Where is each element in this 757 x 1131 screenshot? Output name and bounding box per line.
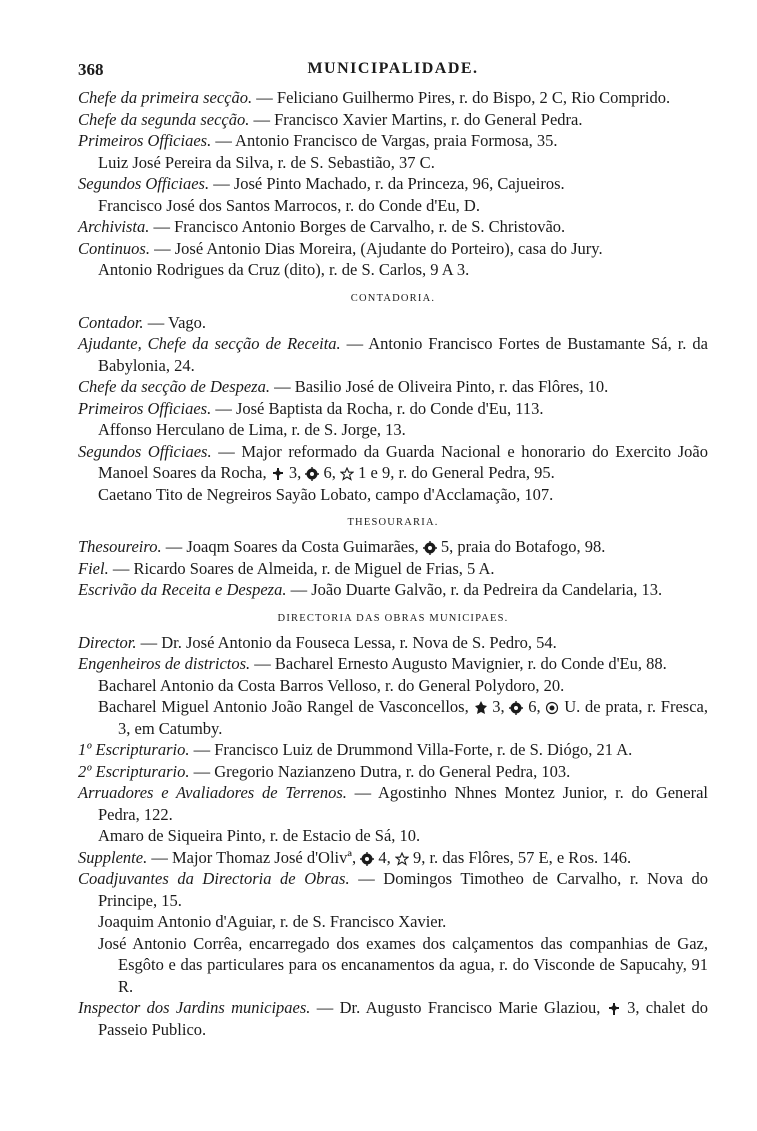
entry-role-label: 2º Escripturario. <box>78 761 190 781</box>
entry-role-label: Coadjuvantes da Directoria de Obras. <box>78 869 350 888</box>
entry-text: Joaquim Antonio d'Aguiar, r. de S. Francisco Xavier. <box>98 912 447 931</box>
entry-text: — Francisco Xavier Martins, r. do General Pedra. <box>249 109 583 129</box>
entry-role-label: Fiel. <box>78 558 109 578</box>
directory-entry <box>78 761 708 783</box>
directory-entry <box>78 87 708 109</box>
entry-role-label: Director. <box>78 632 137 652</box>
section-heading-contadoria: CONTADORIA. <box>350 292 436 304</box>
entry-text: Affonso Herculano de Lima, r. de S. Jorge, 13. <box>98 420 406 439</box>
page-number: 368 <box>78 60 104 79</box>
entry-text: — Antonio Francisco de Vargas, praia Formosa, 35. <box>211 131 558 150</box>
directory-subentry <box>78 484 708 506</box>
directory-subentry <box>78 419 708 441</box>
section-heading-thesouraria: THESOURARIA. <box>347 517 439 528</box>
entry-text: — Dr. José Antonio da Fouseca Lessa, r. Nova de S. Pedro, 54. <box>136 632 557 652</box>
entry-role-label: Segundos Officiaes. <box>78 441 212 461</box>
entry-text: — José Baptista da Rocha, r. do Conde d'Eu, 113. <box>211 398 544 418</box>
entry-text: — Domingos Timotheo de Carvalho, r. Nova do Principe, 15. <box>98 869 708 910</box>
directory-entry <box>78 398 708 420</box>
entry-text: — Francisco Antonio Borges de Carvalho, r. de S. Christovão. <box>149 217 566 236</box>
directory-subentry <box>78 195 708 217</box>
cross2-insignia-icon <box>474 701 488 715</box>
directory-entry <box>78 109 708 131</box>
entry-text: Antonio Rodrigues da Cruz (dito), r. de S. Carlos, 9 A 3. <box>98 260 470 279</box>
entry-text: — Dr. Augusto Francisco Marie Glaziou, 3, chalet do Passeio Publico. <box>98 998 709 1039</box>
entry-text: Amaro de Siqueira Pinto, r. de Estacio de Sá, 10. <box>98 826 421 845</box>
entry-text: Caetano Tito de Negreiros Sayão Lobato, campo d'Acclamação, 107. <box>98 484 554 504</box>
entry-role-label: Thesoureiro. <box>78 537 162 556</box>
entry-text: Luiz José Pereira da Silva, r. de S. Sebastião, 37 C. <box>98 152 435 172</box>
star-insignia-icon <box>395 852 409 866</box>
cross-insignia-icon <box>271 467 285 481</box>
directory-entry <box>78 739 708 761</box>
section-heading-obras: DIRECTORIA DAS OBRAS MUNICIPAES. <box>277 612 509 624</box>
entry-role-label: Inspector dos Jardins municipaes. <box>78 998 311 1017</box>
directory-subentry <box>78 825 708 847</box>
directory-entry <box>78 238 708 260</box>
directory-entry <box>78 868 708 911</box>
directory-entry <box>78 558 708 580</box>
directory-subentry <box>78 696 708 739</box>
entry-text: Bacharel Miguel Antonio João Rangel de Vasconcellos, 3, 6, U. de prata, r. Fresca, 3, em Catumby. <box>98 697 708 738</box>
page-header <box>78 60 708 86</box>
entry-text: — Agostinho Nhnes Montez Junior, r. do General Pedra, 122. <box>98 783 709 824</box>
directory-content <box>78 87 708 1040</box>
cross-insignia-icon <box>607 1002 621 1016</box>
entry-text: — José Pinto Machado, r. da Princeza, 96, Cajueiros. <box>209 174 565 193</box>
entry-role-label: Archivista. <box>78 217 150 236</box>
entry-text: — José Antonio Dias Moreira, (Ajudante do Porteiro), casa do Jury. <box>149 238 603 258</box>
directory-entry <box>78 216 708 238</box>
entry-role-label: Segundos Officiaes. <box>78 174 210 193</box>
entry-role-label: Primeiros Officiaes. <box>78 131 212 150</box>
directory-entry <box>78 997 708 1040</box>
rose-insignia-icon <box>509 701 523 715</box>
star-insignia-icon <box>340 467 354 481</box>
entry-role-label: Supplente. <box>78 847 148 867</box>
entry-text: — Basilio José de Oliveira Pinto, r. das Flôres, 10. <box>269 377 609 396</box>
directory-entry <box>78 312 708 334</box>
directory-entry <box>78 173 708 195</box>
directory-entry <box>78 441 708 484</box>
entry-text: — Bacharel Ernesto Augusto Mavignier, r. do Conde d'Eu, 88. <box>250 654 667 673</box>
entry-role-label: Escrivão da Receita e Despeza. <box>78 580 287 599</box>
entry-text: — Ricardo Soares de Almeida, r. de Miguel de Frias, 5 A. <box>108 558 495 578</box>
directory-entry <box>78 782 708 825</box>
directory-entry <box>78 579 708 601</box>
entry-text: — Major reformado da Guarda Nacional e honorario do Exercito João Manoel Soares da Rocha, 3, 6, 1 e 9, r. do General Pedra, 95. <box>98 441 708 482</box>
entry-role-label: Engenheiros de districtos. <box>78 654 251 673</box>
entry-role-label: Arruadores e Avaliadores de Terrenos. <box>78 783 347 802</box>
entry-text: — Joaqm Soares da Costa Guimarães, 5, praia do Botafogo, 98. <box>161 537 606 556</box>
entry-role-label: Primeiros Officiaes. <box>78 398 212 418</box>
entry-text: — Francisco Luiz de Drummond Villa-Forte, r. de S. Diógo, 21 A. <box>189 740 633 759</box>
directory-entry <box>78 333 708 376</box>
entry-text: José Antonio Corrêa, encarregado dos exames dos calçamentos das companhias de Gaz, Esgôto e das particulares para os encanamentos da agua, r. do Visconde de Sapucahy, 91 R. <box>98 933 708 996</box>
directory-entry <box>78 536 708 558</box>
entry-text: — Feliciano Guilhermo Pires, r. do Bispo, 2 C, Rio Comprido. <box>252 88 671 107</box>
entry-role-label: Chefe da segunda secção. <box>78 109 250 129</box>
directory-entry <box>78 653 708 675</box>
directory-subentry <box>78 259 708 281</box>
entry-role-label: Chefe da primeira secção. <box>78 88 253 107</box>
entry-text: Francisco José dos Santos Marrocos, r. do Conde d'Eu, D. <box>98 195 480 215</box>
entry-role-label: Chefe da secção de Despeza. <box>78 377 270 396</box>
entry-text: — Major Thomaz José d'Olivª, 4, 9, r. das Flôres, 57 E, e Ros. 146. <box>147 847 632 867</box>
entry-role-label: Contador. <box>78 312 144 332</box>
directory-entry <box>78 130 708 152</box>
rose-insignia-icon <box>423 541 437 555</box>
entry-role-label: Continuos. <box>78 238 150 258</box>
entry-text: — Antonio Francisco Fortes de Bustamante Sá, r. da Babylonia, 24. <box>98 334 708 375</box>
entry-text: Bacharel Antonio da Costa Barros Velloso, r. do General Polydoro, 20. <box>98 675 565 695</box>
directory-subentry <box>78 675 708 697</box>
directory-entry <box>78 376 708 398</box>
rose-insignia-icon <box>360 852 374 866</box>
directory-entry <box>78 632 708 654</box>
directory-subentry <box>78 152 708 174</box>
directory-subentry <box>78 933 708 998</box>
directory-entry <box>78 847 708 869</box>
entry-role-label: 1º Escripturario. <box>78 740 190 759</box>
entry-text: — Gregorio Nazianzeno Dutra, r. do General Pedra, 103. <box>189 761 571 781</box>
rose-insignia-icon <box>305 467 319 481</box>
running-title: MUNICIPALIDADE. <box>307 60 479 77</box>
entry-text: — João Duarte Galvão, r. da Pedreira da Candelaria, 13. <box>286 580 663 599</box>
entry-role-label: Ajudante, Chefe da secção de Receita. <box>78 334 341 353</box>
entry-text: — Vago. <box>143 312 207 332</box>
directory-subentry <box>78 911 708 933</box>
medal-insignia-icon <box>545 701 559 715</box>
